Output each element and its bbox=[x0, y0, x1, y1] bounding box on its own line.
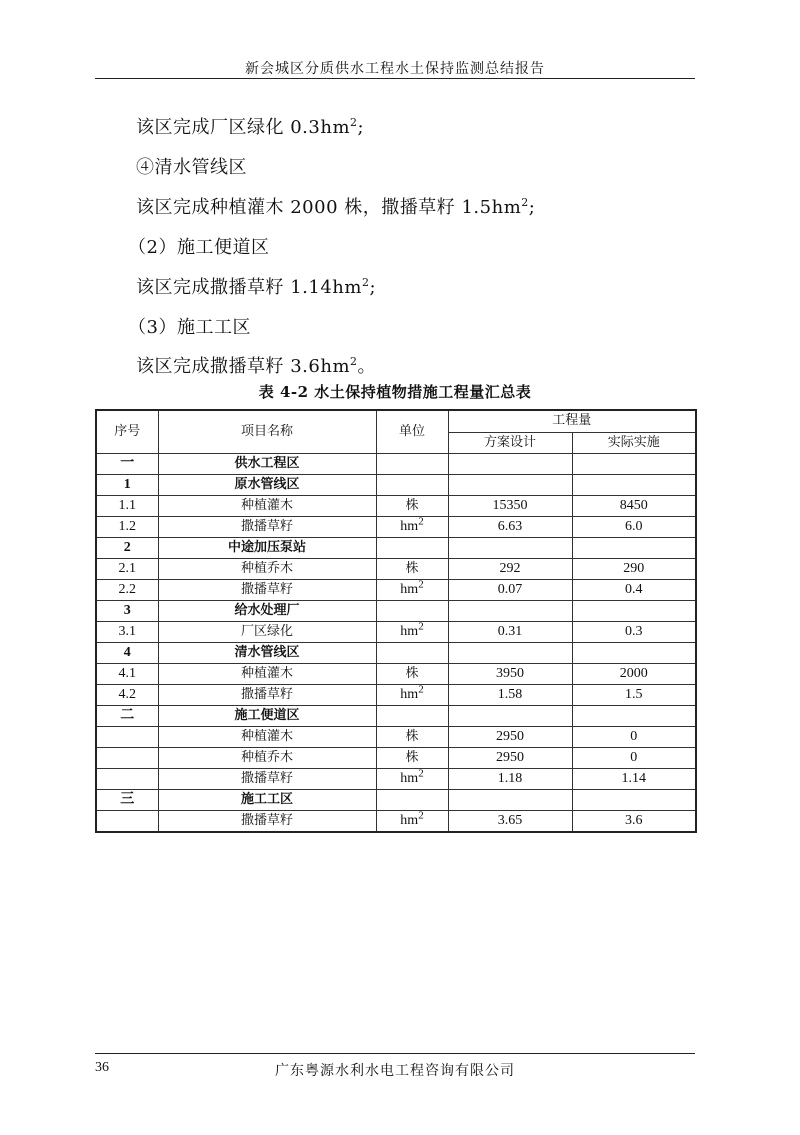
cell-seq bbox=[96, 475, 158, 496]
unit-superscript: 2 bbox=[418, 768, 424, 780]
cell-seq bbox=[96, 706, 158, 727]
cell-design-text: 1.18 bbox=[497, 771, 523, 786]
table-row bbox=[96, 811, 696, 833]
cell-item bbox=[158, 454, 376, 475]
cell-design bbox=[448, 580, 572, 601]
cell-unit bbox=[376, 559, 448, 580]
cell-unit bbox=[376, 664, 448, 685]
cell-seq-text: 3.1 bbox=[118, 624, 136, 639]
cell-design bbox=[448, 454, 572, 475]
cell-actual bbox=[572, 580, 696, 601]
cell-design-text: 3.65 bbox=[497, 813, 523, 828]
header-design: 方案设计 bbox=[448, 432, 572, 454]
cell-seq bbox=[96, 496, 158, 517]
paragraph-text: （3）施工工区 bbox=[128, 317, 251, 338]
cell-actual-text: 8450 bbox=[619, 498, 648, 513]
footer-rule bbox=[95, 1053, 695, 1054]
paragraph-punctuation: ; bbox=[357, 117, 365, 138]
cell-seq-text: 2.2 bbox=[118, 582, 136, 597]
cell-item-text: 种植乔木 bbox=[240, 561, 293, 576]
cell-actual-text: 0 bbox=[630, 729, 638, 744]
cell-actual bbox=[572, 538, 696, 559]
table-body bbox=[96, 454, 696, 833]
cell-design-text: 0.31 bbox=[497, 624, 523, 639]
table-row bbox=[96, 748, 696, 769]
cell-item-text: 种植灌木 bbox=[240, 666, 293, 681]
unit-superscript: 2 bbox=[418, 516, 424, 528]
cell-design bbox=[448, 475, 572, 496]
cell-unit-text: hm bbox=[400, 813, 419, 828]
cell-item-text: 种植灌木 bbox=[240, 729, 293, 744]
cell-item-text: 供水工程区 bbox=[234, 456, 300, 471]
cell-seq-text: 2 bbox=[123, 540, 131, 555]
cell-design bbox=[448, 727, 572, 748]
table-row bbox=[96, 706, 696, 727]
cell-actual-text: 3.6 bbox=[625, 813, 643, 828]
paragraph-text: 该区完成种植灌木 2000 株，撒播草籽 1.5hm bbox=[136, 197, 522, 218]
cell-design-text: 0.07 bbox=[497, 582, 523, 597]
cell-actual bbox=[572, 769, 696, 790]
header-quantity: 工程量 bbox=[448, 410, 696, 432]
paragraph-line bbox=[136, 193, 535, 219]
cell-item bbox=[158, 601, 376, 622]
table-row bbox=[96, 664, 696, 685]
cell-item bbox=[158, 769, 376, 790]
cell-seq bbox=[96, 517, 158, 538]
cell-design-text: 1.58 bbox=[497, 687, 523, 702]
cell-design-text: 2950 bbox=[496, 729, 524, 744]
cell-actual-text: 290 bbox=[623, 561, 645, 576]
cell-unit bbox=[376, 748, 448, 769]
cell-seq-text: 3 bbox=[123, 603, 131, 618]
paragraph-text: （2）施工便道区 bbox=[128, 237, 270, 258]
cell-actual bbox=[572, 622, 696, 643]
table-row bbox=[96, 475, 696, 496]
cell-unit bbox=[376, 496, 448, 517]
cell-design bbox=[448, 622, 572, 643]
cell-actual-text: 1.14 bbox=[621, 771, 646, 786]
cell-item bbox=[158, 706, 376, 727]
cell-item bbox=[158, 643, 376, 664]
paragraph-punctuation: ; bbox=[369, 277, 377, 298]
cell-actual-text: 0.4 bbox=[625, 582, 643, 597]
cell-item-text: 给水处理厂 bbox=[234, 603, 300, 618]
table-row bbox=[96, 769, 696, 790]
paragraph-punctuation: 。 bbox=[357, 356, 377, 377]
cell-seq bbox=[96, 727, 158, 748]
cell-unit-text: 株 bbox=[405, 498, 419, 513]
cell-actual bbox=[572, 601, 696, 622]
cell-seq-text: 一 bbox=[120, 456, 135, 471]
header-unit: 单位 bbox=[376, 410, 448, 454]
table-row bbox=[96, 622, 696, 643]
cell-unit bbox=[376, 601, 448, 622]
cell-seq-text: 1.2 bbox=[118, 519, 136, 534]
cell-item bbox=[158, 622, 376, 643]
cell-design bbox=[448, 559, 572, 580]
cell-design bbox=[448, 685, 572, 706]
cell-item bbox=[158, 580, 376, 601]
cell-actual bbox=[572, 643, 696, 664]
cell-actual bbox=[572, 811, 696, 833]
cell-actual bbox=[572, 496, 696, 517]
cell-seq-text: 4.1 bbox=[118, 666, 136, 681]
cell-unit-text: hm bbox=[400, 771, 419, 786]
cell-unit bbox=[376, 475, 448, 496]
unit-superscript: 2 bbox=[418, 810, 424, 822]
table-row bbox=[96, 643, 696, 664]
cell-seq bbox=[96, 643, 158, 664]
cell-item-text: 中途加压泵站 bbox=[227, 540, 306, 555]
cell-design-text: 15350 bbox=[492, 498, 528, 513]
table-row bbox=[96, 685, 696, 706]
paragraph-text: 该区完成撒播草籽 3.6hm bbox=[136, 356, 351, 377]
cell-seq bbox=[96, 454, 158, 475]
header-item: 项目名称 bbox=[158, 410, 376, 454]
header-actual: 实际实施 bbox=[572, 432, 696, 454]
cell-item bbox=[158, 475, 376, 496]
cell-item bbox=[158, 790, 376, 811]
cell-item-text: 撒播草籽 bbox=[240, 519, 293, 534]
cell-actual bbox=[572, 517, 696, 538]
table-row bbox=[96, 454, 696, 475]
cell-seq bbox=[96, 790, 158, 811]
cell-actual bbox=[572, 727, 696, 748]
cell-unit bbox=[376, 790, 448, 811]
cell-actual-text: 0.3 bbox=[625, 624, 643, 639]
cell-unit bbox=[376, 454, 448, 475]
cell-unit-text: hm bbox=[400, 687, 419, 702]
superscript: 2 bbox=[350, 116, 358, 129]
cell-unit-text: 株 bbox=[405, 666, 419, 681]
cell-actual bbox=[572, 748, 696, 769]
cell-design bbox=[448, 601, 572, 622]
planting-measures-table bbox=[95, 409, 697, 833]
superscript: 2 bbox=[361, 276, 370, 289]
cell-unit bbox=[376, 769, 448, 790]
cell-actual-text: 6.0 bbox=[625, 519, 643, 534]
cell-unit bbox=[376, 643, 448, 664]
cell-design-text: 6.63 bbox=[497, 519, 523, 534]
cell-design bbox=[448, 769, 572, 790]
cell-item-text: 原水管线区 bbox=[234, 477, 300, 492]
cell-seq bbox=[96, 811, 158, 833]
superscript: 2 bbox=[521, 196, 529, 209]
cell-design bbox=[448, 517, 572, 538]
table-row bbox=[96, 601, 696, 622]
cell-design bbox=[448, 811, 572, 833]
cell-unit bbox=[376, 706, 448, 727]
cell-item-text: 撒播草籽 bbox=[240, 687, 293, 702]
cell-seq bbox=[96, 559, 158, 580]
table-row bbox=[96, 790, 696, 811]
cell-item bbox=[158, 685, 376, 706]
cell-unit-text: 株 bbox=[405, 561, 419, 576]
cell-unit bbox=[376, 580, 448, 601]
cell-unit bbox=[376, 727, 448, 748]
cell-design-text: 292 bbox=[499, 561, 521, 576]
cell-seq-text: 三 bbox=[120, 792, 135, 807]
paragraph-line bbox=[128, 313, 251, 339]
paragraph-line bbox=[136, 153, 247, 179]
page-number: 36 bbox=[95, 1060, 109, 1075]
unit-superscript: 2 bbox=[418, 684, 424, 696]
paragraph-line bbox=[128, 233, 269, 259]
cell-actual bbox=[572, 685, 696, 706]
cell-design bbox=[448, 538, 572, 559]
cell-actual-text: 0 bbox=[630, 750, 638, 765]
cell-unit bbox=[376, 622, 448, 643]
cell-actual bbox=[572, 664, 696, 685]
cell-actual bbox=[572, 559, 696, 580]
cell-seq bbox=[96, 622, 158, 643]
cell-actual bbox=[572, 706, 696, 727]
cell-actual bbox=[572, 475, 696, 496]
cell-actual-text: 2000 bbox=[619, 666, 648, 681]
cell-unit-text: hm bbox=[400, 519, 419, 534]
cell-item-text: 施工便道区 bbox=[234, 708, 300, 723]
cell-unit bbox=[376, 538, 448, 559]
cell-item bbox=[158, 538, 376, 559]
cell-actual bbox=[572, 454, 696, 475]
cell-item-text: 种植灌木 bbox=[240, 498, 293, 513]
paragraph-text: 该区完成厂区绿化 0.3hm bbox=[136, 117, 351, 138]
paragraph-line bbox=[136, 273, 376, 299]
cell-item bbox=[158, 517, 376, 538]
cell-item bbox=[158, 664, 376, 685]
cell-design-text: 3950 bbox=[496, 666, 524, 681]
unit-superscript: 2 bbox=[418, 579, 424, 591]
cell-item bbox=[158, 748, 376, 769]
cell-seq bbox=[96, 748, 158, 769]
cell-unit-text: 株 bbox=[405, 729, 419, 744]
cell-design bbox=[448, 706, 572, 727]
table-row bbox=[96, 727, 696, 748]
cell-item bbox=[158, 727, 376, 748]
cell-item-text: 厂区绿化 bbox=[240, 624, 293, 639]
cell-actual bbox=[572, 790, 696, 811]
cell-seq bbox=[96, 580, 158, 601]
cell-unit bbox=[376, 811, 448, 833]
cell-seq-text: 4 bbox=[123, 645, 131, 660]
cell-item-text: 种植乔木 bbox=[240, 750, 293, 765]
cell-seq-text: 1.1 bbox=[118, 498, 136, 513]
cell-item bbox=[158, 496, 376, 517]
running-header: 新会城区分质供水工程水土保持监测总结报告 bbox=[245, 61, 545, 77]
cell-unit bbox=[376, 517, 448, 538]
paragraph-punctuation: ; bbox=[528, 197, 536, 218]
paragraph-line bbox=[136, 113, 364, 139]
cell-seq bbox=[96, 685, 158, 706]
cell-item-text: 撒播草籽 bbox=[240, 771, 293, 786]
header-rule bbox=[95, 78, 695, 79]
cell-unit bbox=[376, 685, 448, 706]
paragraph-text: ④清水管线区 bbox=[136, 157, 247, 178]
table-caption: 表 4-2 水土保持植物措施工程量汇总表 bbox=[258, 383, 532, 401]
cell-seq bbox=[96, 664, 158, 685]
cell-item bbox=[158, 559, 376, 580]
cell-design bbox=[448, 643, 572, 664]
cell-unit-text: hm bbox=[400, 624, 419, 639]
cell-seq-text: 2.1 bbox=[118, 561, 136, 576]
table-row bbox=[96, 580, 696, 601]
table-row bbox=[96, 538, 696, 559]
cell-item bbox=[158, 811, 376, 833]
cell-design bbox=[448, 748, 572, 769]
cell-item-text: 清水管线区 bbox=[234, 645, 300, 660]
cell-design bbox=[448, 496, 572, 517]
superscript: 2 bbox=[350, 355, 358, 368]
cell-design bbox=[448, 790, 572, 811]
cell-seq bbox=[96, 769, 158, 790]
cell-design-text: 2950 bbox=[496, 750, 524, 765]
cell-item-text: 撒播草籽 bbox=[240, 582, 293, 597]
cell-seq-text: 二 bbox=[120, 708, 135, 723]
cell-actual-text: 1.5 bbox=[625, 687, 643, 702]
table-row bbox=[96, 517, 696, 538]
cell-seq bbox=[96, 538, 158, 559]
footer-company: 广东粤源水利水电工程咨询有限公司 bbox=[275, 1063, 515, 1079]
cell-item-text: 施工工区 bbox=[240, 792, 293, 807]
unit-superscript: 2 bbox=[418, 621, 424, 633]
cell-seq-text: 1 bbox=[123, 477, 131, 492]
cell-unit-text: 株 bbox=[405, 750, 419, 765]
cell-seq bbox=[96, 601, 158, 622]
paragraph-text: 该区完成撒播草籽 1.14hm bbox=[136, 277, 362, 298]
cell-seq-text: 4.2 bbox=[118, 687, 136, 702]
table-row bbox=[96, 496, 696, 517]
header-seq: 序号 bbox=[96, 410, 158, 454]
paragraph-line bbox=[136, 352, 376, 378]
table-row bbox=[96, 559, 696, 580]
cell-item-text: 撒播草籽 bbox=[240, 813, 293, 828]
cell-unit-text: hm bbox=[400, 582, 419, 597]
cell-design bbox=[448, 664, 572, 685]
